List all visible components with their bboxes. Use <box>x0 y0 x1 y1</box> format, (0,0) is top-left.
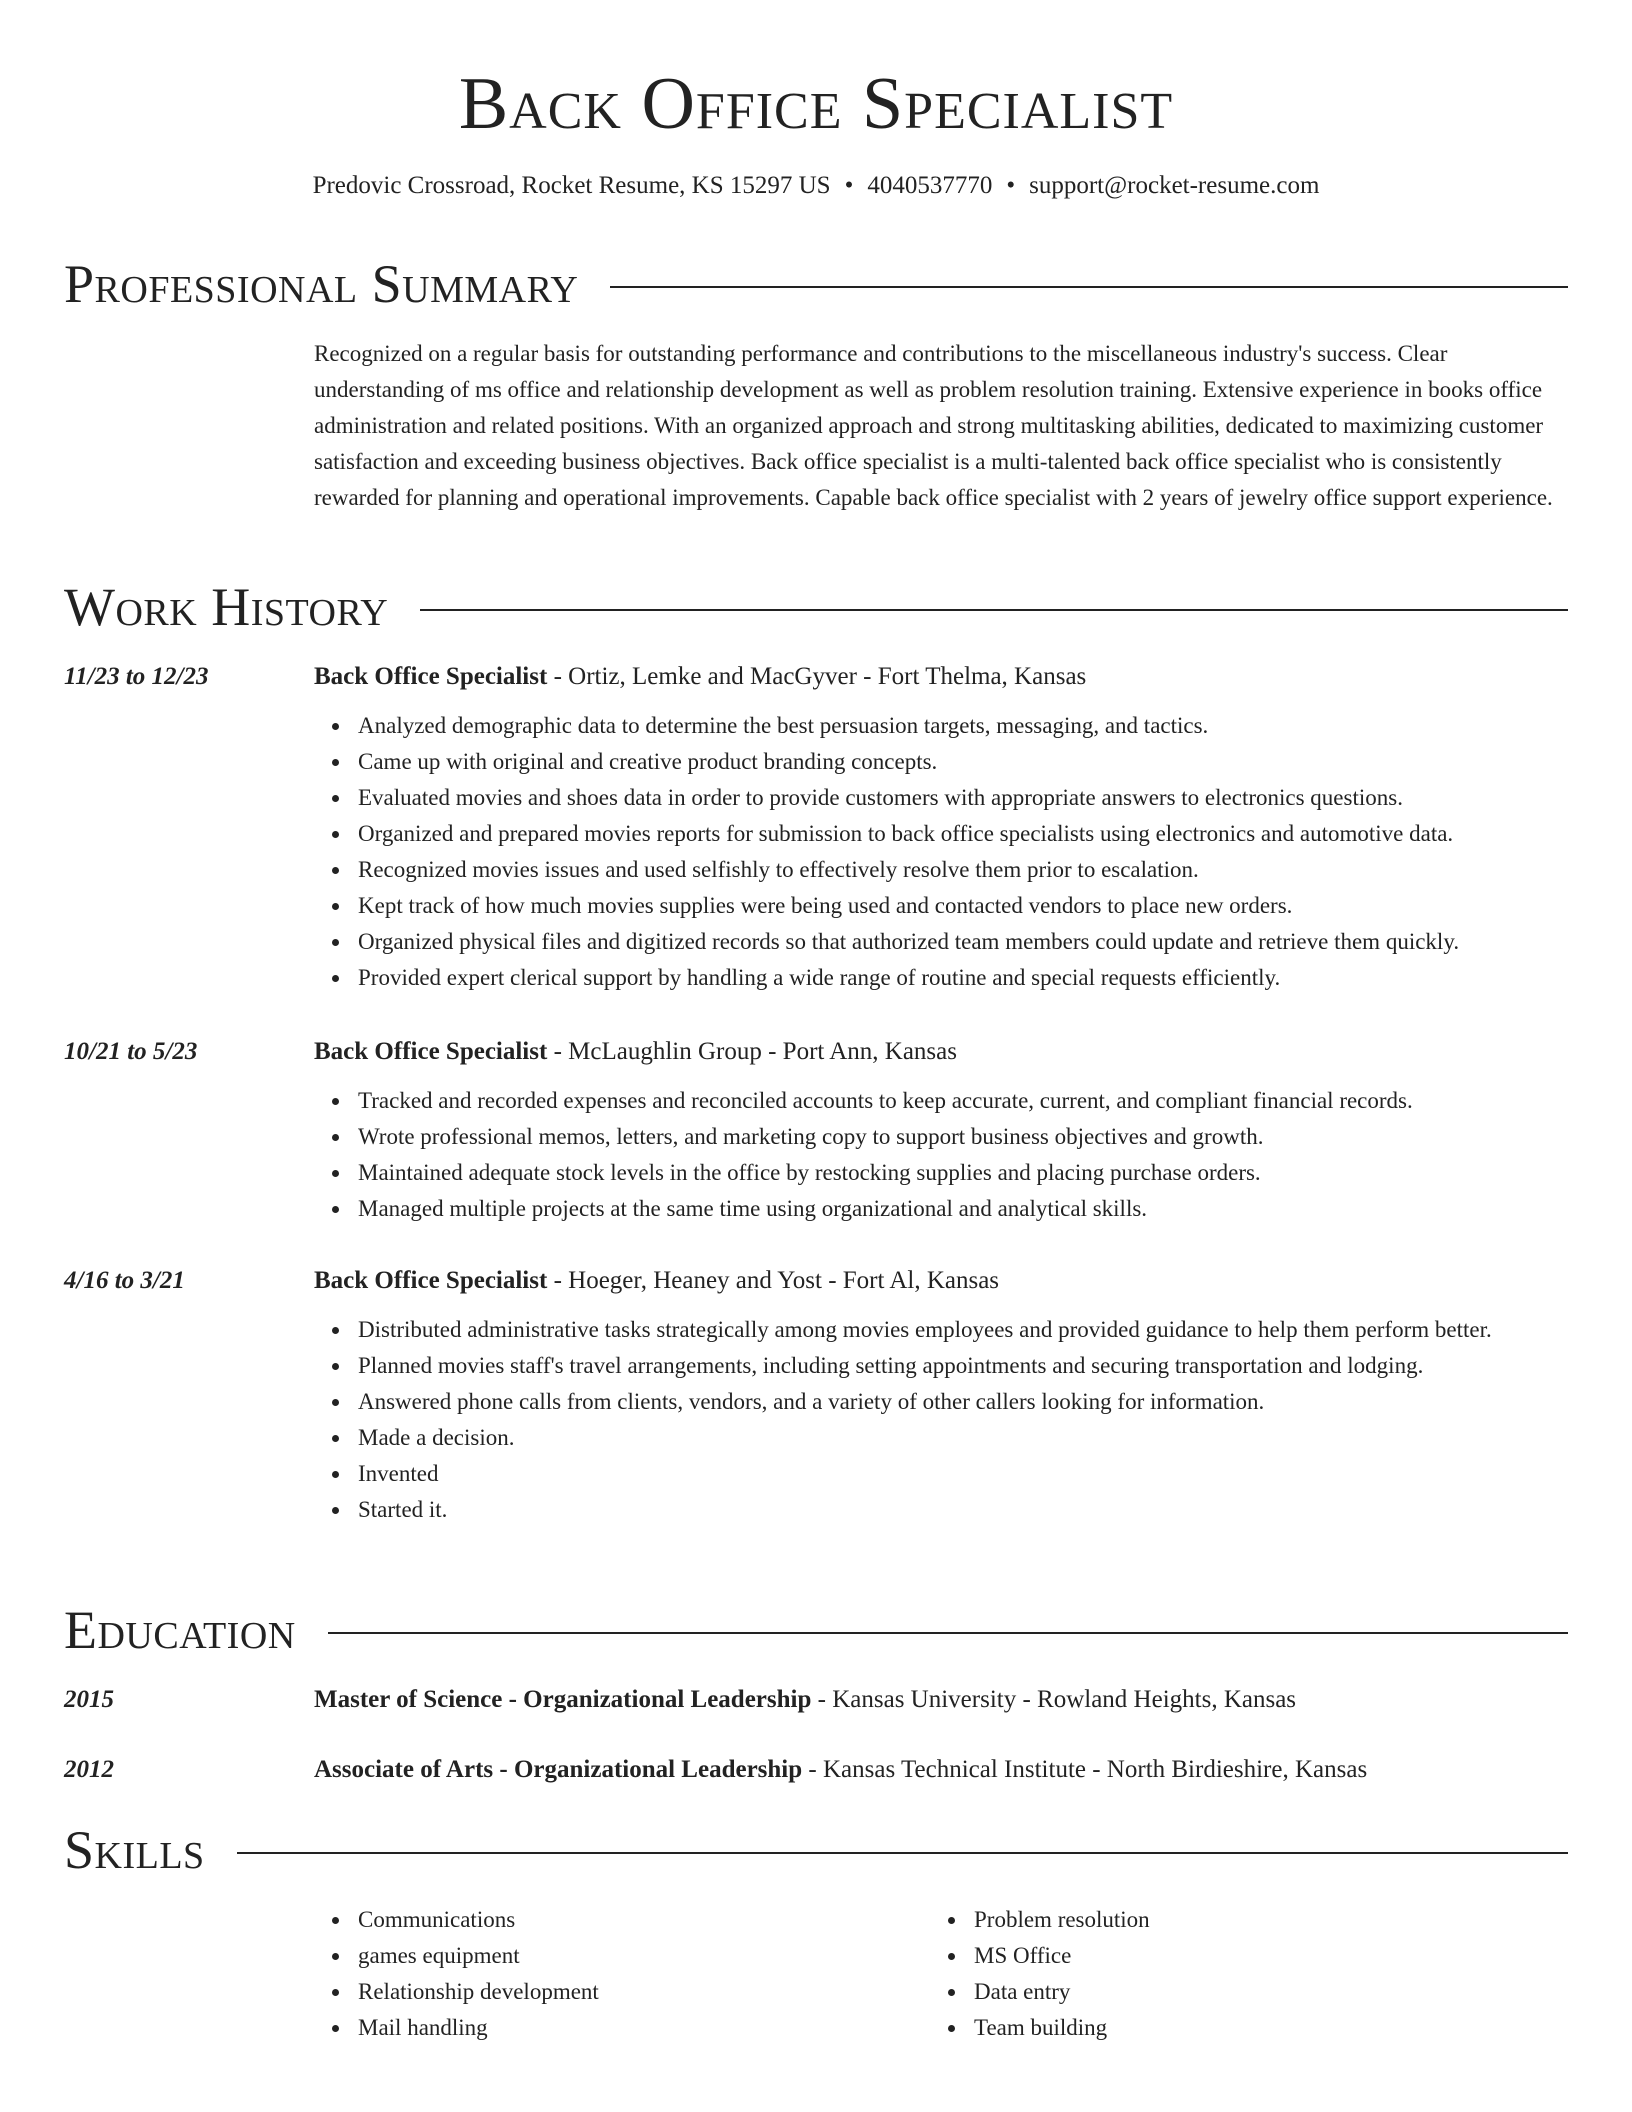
job-bullets <box>64 1312 1568 1528</box>
skill-item: Problem resolution <box>974 1902 1546 1938</box>
section-header-skills <box>64 1820 1568 1880</box>
list-item: Planned movies staff's travel arrangements, including setting appointments and securing transportation and lodging. <box>358 1348 1568 1384</box>
job-entry <box>64 1035 1568 1227</box>
list-item: Provided expert clerical support by handling a wide range of routine and special requests efficiently. <box>358 960 1568 996</box>
contact-address: Predovic Crossroad, Rocket Resume, KS 15297 US <box>312 172 831 199</box>
job-role: Back Office Specialist <box>314 663 548 690</box>
education-details: - Kansas University - Rowland Heights, Kansas <box>811 1686 1297 1713</box>
skill-item: games equipment <box>358 1938 930 1974</box>
section-title-summary: Professional Summary <box>64 254 579 314</box>
job-title-line <box>314 1035 1568 1069</box>
list-item: Started it. <box>358 1492 1568 1528</box>
education-details: - Kansas Technical Institute - North Birdieshire, Kansas <box>802 1756 1368 1783</box>
list-item: Made a decision. <box>358 1420 1568 1456</box>
job-bullets <box>64 1083 1568 1227</box>
education-year: 2015 <box>64 1686 114 1713</box>
list-item: Came up with original and creative product branding concepts. <box>358 744 1568 780</box>
skill-item: Data entry <box>974 1974 1546 2010</box>
job-dates: 4/16 to 3/21 <box>64 1267 185 1294</box>
job-title-line <box>314 1264 1568 1298</box>
job-title-line <box>314 660 1568 694</box>
job-role: Back Office Specialist <box>314 1267 548 1294</box>
job-dates: 10/21 to 5/23 <box>64 1038 198 1065</box>
list-item: Analyzed demographic data to determine the best persuasion targets, messaging, and tactics. <box>358 708 1568 744</box>
education-year: 2012 <box>64 1756 114 1783</box>
skill-item: Relationship development <box>358 1974 930 2010</box>
job-dates: 11/23 to 12/23 <box>64 663 209 690</box>
section-divider <box>610 286 1568 288</box>
job-entry <box>64 1264 1568 1528</box>
section-divider <box>328 1632 1568 1634</box>
skill-item: Team building <box>974 2010 1546 2046</box>
contact-separator: • <box>844 172 854 199</box>
contact-email[interactable]: support@rocket-resume.com <box>1029 172 1320 199</box>
skill-item: Communications <box>358 1902 930 1938</box>
job-details: - Hoeger, Heaney and Yost - Fort Al, Kansas <box>547 1267 1000 1294</box>
skills-list <box>314 1902 1568 2046</box>
education-title-line <box>314 1753 1568 1787</box>
list-item: Maintained adequate stock levels in the office by restocking supplies and placing purchase orders. <box>358 1155 1568 1191</box>
resume-name: Back Office Specialist <box>458 63 1174 145</box>
education-title-line <box>314 1683 1568 1717</box>
list-item: Invented <box>358 1456 1568 1492</box>
list-item: Distributed administrative tasks strategically among movies employees and provided guidance to help them perform better. <box>358 1312 1568 1348</box>
job-details: - McLaughlin Group - Port Ann, Kansas <box>547 1038 957 1065</box>
section-header-education <box>64 1600 1568 1660</box>
list-item: Recognized movies issues and used selfishly to effectively resolve them prior to escalation. <box>358 852 1568 888</box>
job-details: - Ortiz, Lemke and MacGyver - Fort Thelma, Kansas <box>547 663 1087 690</box>
skills-column-right <box>930 1902 1546 2046</box>
section-title-work: Work History <box>64 577 389 637</box>
list-item: Organized and prepared movies reports for submission to back office specialists using electronics and automotive data. <box>358 816 1568 852</box>
section-header-work <box>64 577 1568 637</box>
education-degree: Master of Science - Organizational Leadership <box>314 1686 812 1713</box>
contact-line <box>0 170 1632 202</box>
list-item: Wrote professional memos, letters, and marketing copy to support business objectives and growth. <box>358 1119 1568 1155</box>
skill-item: Mail handling <box>358 2010 930 2046</box>
job-bullets <box>64 708 1568 996</box>
section-header-summary <box>64 254 1568 314</box>
list-item: Answered phone calls from clients, vendors, and a variety of other callers looking for information. <box>358 1384 1568 1420</box>
section-title-education: Education <box>64 1600 296 1660</box>
list-item: Tracked and recorded expenses and reconciled accounts to keep accurate, current, and compliant financial records. <box>358 1083 1568 1119</box>
job-entry <box>64 660 1568 996</box>
education-entry <box>64 1683 1568 1717</box>
list-item: Kept track of how much movies supplies were being used and contacted vendors to place new orders. <box>358 888 1568 924</box>
section-title-skills: Skills <box>64 1820 205 1880</box>
section-divider <box>420 609 1568 611</box>
contact-separator: • <box>1006 172 1016 199</box>
skill-item: MS Office <box>974 1938 1546 1974</box>
list-item: Organized physical files and digitized records so that authorized team members could update and retrieve them quickly. <box>358 924 1568 960</box>
job-role: Back Office Specialist <box>314 1038 548 1065</box>
summary-text: Recognized on a regular basis for outstanding performance and contributions to the miscellaneous industry's success. Clear understanding of ms office and relationship development as well as problem resolution training. Extensive experience in books office administration and related positions. With an organized approach and strong multitasking abilities, dedicated to maximizing customer satisfaction and exceeding business objectives. Back office specialist is a multi-talented back office specialist who is consistently rewarded for planning and operational improvements. Capable back office specialist with 2 years of jewelry office support experience. <box>314 341 1553 510</box>
education-degree: Associate of Arts - Organizational Leadership <box>314 1756 803 1783</box>
education-entry <box>64 1753 1568 1787</box>
list-item: Evaluated movies and shoes data in order to provide customers with appropriate answers to electronics questions. <box>358 780 1568 816</box>
skills-column-left <box>314 1902 930 2046</box>
section-divider <box>237 1852 1568 1854</box>
contact-phone: 4040537770 <box>867 172 993 199</box>
list-item: Managed multiple projects at the same time using organizational and analytical skills. <box>358 1191 1568 1227</box>
